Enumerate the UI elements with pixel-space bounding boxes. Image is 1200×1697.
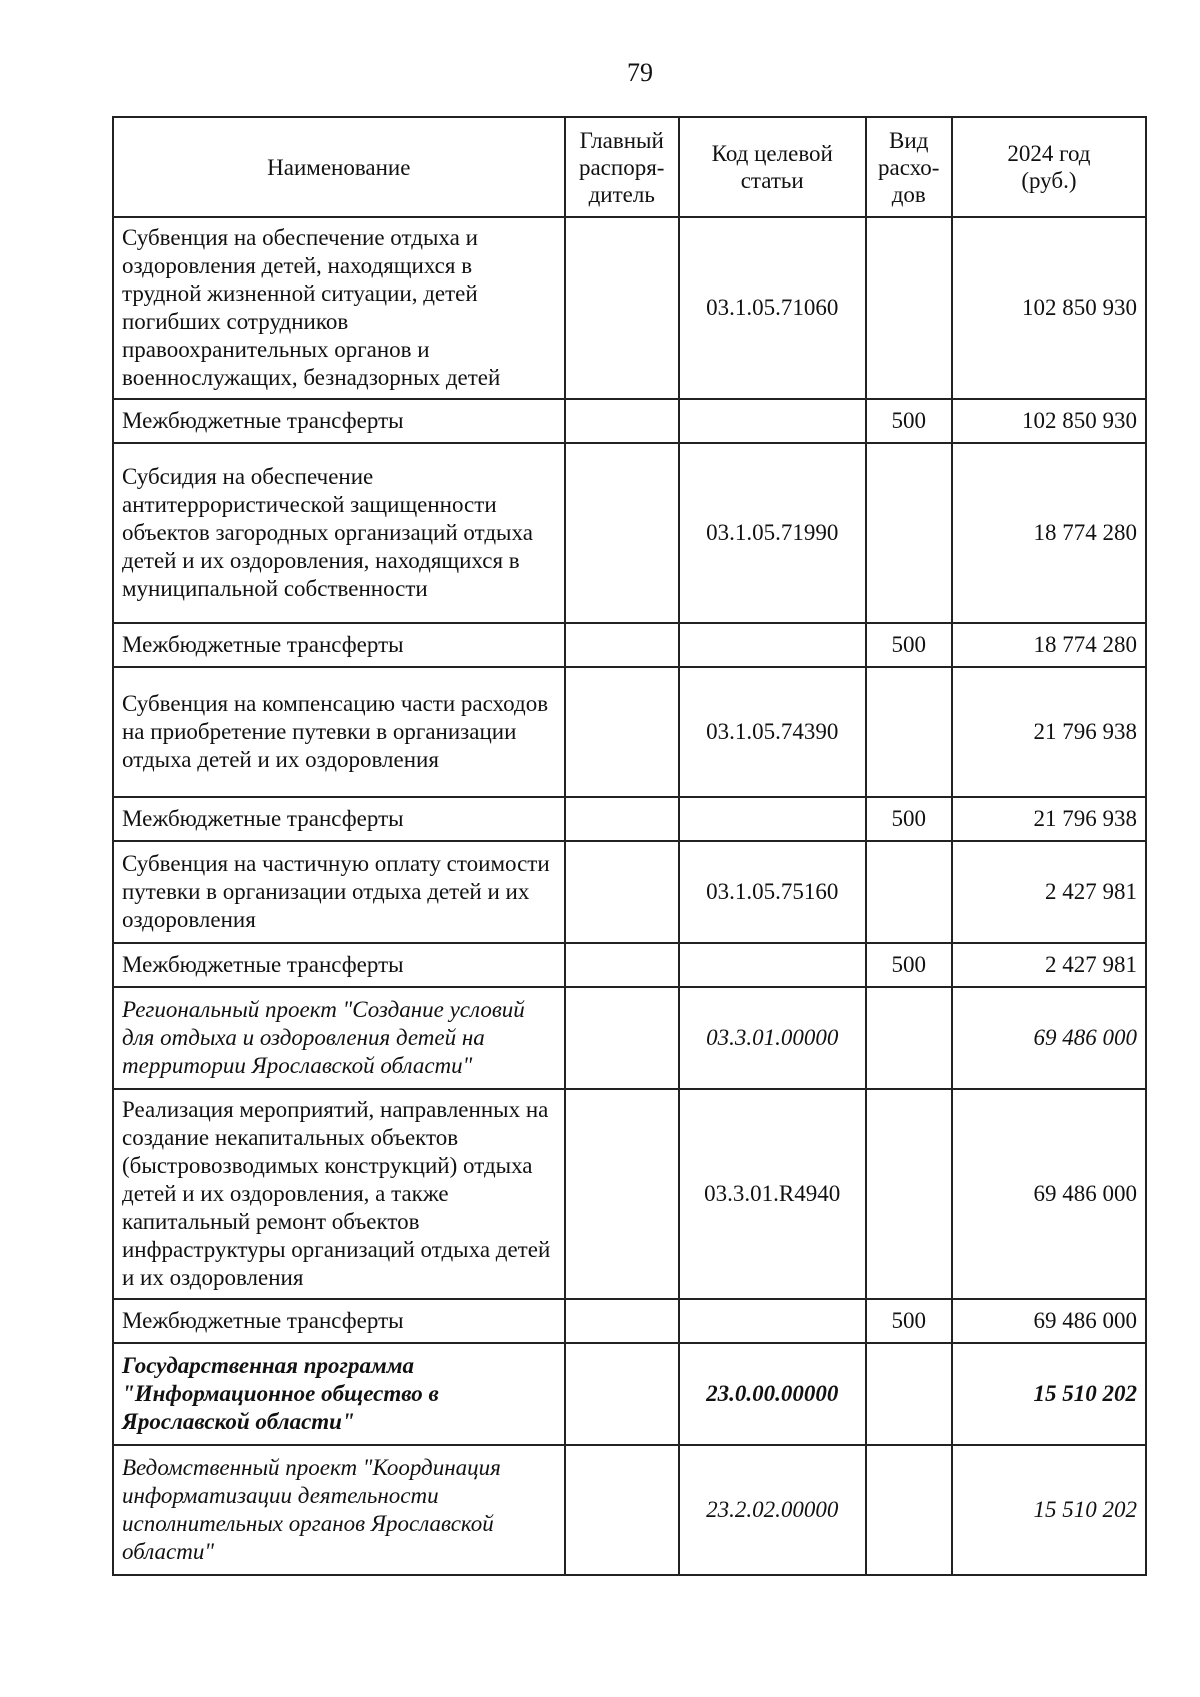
table-row: [113, 797, 1146, 841]
row-name: Межбюджетные трансферты: [113, 1299, 565, 1343]
row-name: Субвенция на частичную оплату стоимости путевки в организации отдыха детей и их оздоровления: [113, 841, 565, 943]
row-expense-kind: [866, 667, 952, 797]
header-row: [113, 117, 1146, 217]
row-expense-kind: 500: [866, 399, 952, 443]
row-main-manager: [565, 443, 679, 623]
row-target-code: 03.1.05.71990: [679, 443, 866, 623]
row-target-code: [679, 623, 866, 667]
row-name: Ведомственный проект "Координация информатизации деятельности исполнительных органов Ярославской области": [113, 1445, 565, 1575]
row-expense-kind: [866, 1089, 952, 1299]
table-row: [113, 1445, 1146, 1575]
row-target-code: [679, 943, 866, 987]
row-name: Субвенция на компенсацию части расходов на приобретение путевки в организации отдыха детей и их оздоровления: [113, 667, 565, 797]
row-target-code: 23.0.00.00000: [679, 1343, 866, 1445]
row-amount: 2 427 981: [952, 943, 1146, 987]
header-year-amount: 2024 год (руб.): [952, 117, 1146, 217]
row-amount: 21 796 938: [952, 797, 1146, 841]
row-main-manager: [565, 399, 679, 443]
row-target-code: 03.3.01.00000: [679, 987, 866, 1089]
row-expense-kind: 500: [866, 623, 952, 667]
row-amount: 18 774 280: [952, 443, 1146, 623]
table-row: [113, 1299, 1146, 1343]
row-target-code: 03.3.01.R4940: [679, 1089, 866, 1299]
row-main-manager: [565, 987, 679, 1089]
row-amount: 15 510 202: [952, 1445, 1146, 1575]
row-expense-kind: [866, 987, 952, 1089]
table-row: [113, 1343, 1146, 1445]
row-target-code: 23.2.02.00000: [679, 1445, 866, 1575]
row-main-manager: [565, 1445, 679, 1575]
table-row: [113, 987, 1146, 1089]
row-name: Региональный проект "Создание условий для отдыха и оздоровления детей на территории Ярославской области": [113, 987, 565, 1089]
budget-table: [112, 116, 1147, 1576]
table-row: [113, 841, 1146, 943]
row-main-manager: [565, 1299, 679, 1343]
row-amount: 15 510 202: [952, 1343, 1146, 1445]
table-row: [113, 623, 1146, 667]
header-main-manager: Главный распоря- дитель: [565, 117, 679, 217]
header-target-code: Код целевой статьи: [679, 117, 866, 217]
table-row: [113, 1089, 1146, 1299]
row-expense-kind: [866, 841, 952, 943]
header-expense-kind: Вид расхо- дов: [866, 117, 952, 217]
row-expense-kind: [866, 217, 952, 399]
row-amount: 69 486 000: [952, 1089, 1146, 1299]
row-main-manager: [565, 667, 679, 797]
table-row: [113, 667, 1146, 797]
row-main-manager: [565, 797, 679, 841]
row-target-code: 03.1.05.74390: [679, 667, 866, 797]
header-name: Наименование: [113, 117, 565, 217]
row-main-manager: [565, 217, 679, 399]
row-name: Субсидия на обеспечение антитеррористической защищенности объектов загородных организаций отдыха детей и их оздоровления, находящихся в муниципальной собственности: [113, 443, 565, 623]
row-main-manager: [565, 841, 679, 943]
row-name: Государственная программа "Информационное общество в Ярославской области": [113, 1343, 565, 1445]
row-amount: 2 427 981: [952, 841, 1146, 943]
row-expense-kind: [866, 1445, 952, 1575]
row-main-manager: [565, 1089, 679, 1299]
row-target-code: [679, 1299, 866, 1343]
row-amount: 69 486 000: [952, 987, 1146, 1089]
row-amount: 18 774 280: [952, 623, 1146, 667]
row-expense-kind: [866, 443, 952, 623]
row-main-manager: [565, 623, 679, 667]
row-expense-kind: 500: [866, 797, 952, 841]
row-amount: 69 486 000: [952, 1299, 1146, 1343]
row-target-code: [679, 399, 866, 443]
table-row: [113, 217, 1146, 399]
row-expense-kind: 500: [866, 1299, 952, 1343]
row-main-manager: [565, 943, 679, 987]
table-row: [113, 399, 1146, 443]
table-row: [113, 943, 1146, 987]
page-number: 79: [627, 58, 653, 87]
row-name: Межбюджетные трансферты: [113, 797, 565, 841]
row-main-manager: [565, 1343, 679, 1445]
row-name: Межбюджетные трансферты: [113, 623, 565, 667]
row-amount: 102 850 930: [952, 399, 1146, 443]
row-target-code: 03.1.05.75160: [679, 841, 866, 943]
row-target-code: 03.1.05.71060: [679, 217, 866, 399]
row-target-code: [679, 797, 866, 841]
table-row: [113, 443, 1146, 623]
row-amount: 21 796 938: [952, 667, 1146, 797]
row-expense-kind: 500: [866, 943, 952, 987]
row-expense-kind: [866, 1343, 952, 1445]
row-name: Реализация мероприятий, направленных на создание некапитальных объектов (быстровозводимых конструкций) отдыха детей и их оздоровления, а также капитальный ремонт объектов инфраструктуры организаций отдыха детей и их оздоровления: [113, 1089, 565, 1299]
row-name: Межбюджетные трансферты: [113, 399, 565, 443]
row-amount: 102 850 930: [952, 217, 1146, 399]
row-name: Субвенция на обеспечение отдыха и оздоровления детей, находящихся в трудной жизненной ситуации, детей погибших сотрудников правоохранительных органов и военнослужащих, безнадзорных детей: [113, 217, 565, 399]
row-name: Межбюджетные трансферты: [113, 943, 565, 987]
